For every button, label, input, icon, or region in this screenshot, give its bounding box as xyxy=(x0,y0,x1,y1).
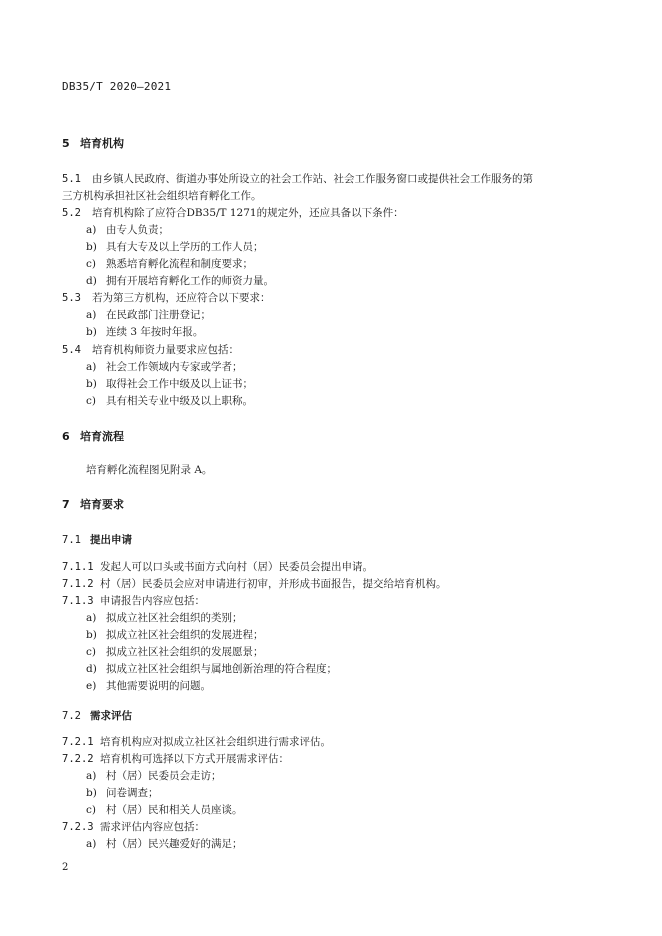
clause-number: 7.2.3 xyxy=(62,821,94,833)
clause-5-1 xyxy=(62,172,533,186)
clause-number: 5.4 xyxy=(62,344,81,356)
list-item: a) 在民政部门注册登记； xyxy=(86,309,211,321)
clause-number: 7.1.1 xyxy=(62,561,94,573)
clause-5-1-continuation: 三方机构承担社区社会组织培育孵化工作。 xyxy=(62,190,262,202)
clause-number: 5.3 xyxy=(62,292,81,304)
paragraph: 培育孵化流程图见附录 A。 xyxy=(86,464,213,476)
clause-number: 5.1 xyxy=(62,173,81,185)
clause-7-1-3 xyxy=(62,594,205,608)
list-item: c) 拟成立社区社会组织的发展愿景； xyxy=(86,646,264,658)
list-item: d) 拥有开展培育孵化工作的师资力量。 xyxy=(86,275,274,287)
list-item: a) 村（居）民兴趣爱好的满足； xyxy=(86,838,243,850)
clause-text: 培育机构除了应符合DB35/T 1271的规定外，还应具备以下条件： xyxy=(92,207,404,219)
clause-text: 培育机构可选择以下方式开展需求评估： xyxy=(100,753,289,765)
clause-text: 发起人可以口头或书面方式向村（居）民委员会提出申请。 xyxy=(100,561,373,573)
clause-number: 7.1.3 xyxy=(62,595,94,607)
list-item: b) 取得社会工作中级及以上证书； xyxy=(86,378,253,390)
section-number: 6 xyxy=(62,430,70,443)
list-item: a) 社会工作领域内专家或学者； xyxy=(86,361,243,373)
list-item: a) 拟成立社区社会组织的类别； xyxy=(86,612,243,624)
list-item: e) 其他需要说明的问题。 xyxy=(86,680,211,692)
list-item: b) 连续 3 年按时年报。 xyxy=(86,326,204,338)
clause-text: 培育机构应对拟成立社区社会组织进行需求评估。 xyxy=(100,736,331,748)
clause-text: 由乡镇人民政府、街道办事处所设立的社会工作站、社会工作服务窗口或提供社会工作服务的第 xyxy=(92,173,533,185)
clause-number: 7.2.1 xyxy=(62,736,94,748)
list-item: c) 熟悉培育孵化流程和制度要求； xyxy=(86,258,253,270)
list-item: b) 拟成立社区社会组织的发展进程； xyxy=(86,629,264,641)
clause-7-2-3 xyxy=(62,820,205,834)
document-id-header: DB35/T 2020—2021 xyxy=(62,80,172,93)
section-7-heading xyxy=(62,498,124,512)
clause-number: 7.1.2 xyxy=(62,578,94,590)
list-item: b) 问卷调查； xyxy=(86,787,159,799)
clause-5-2 xyxy=(62,206,404,220)
clause-number: 7.2.2 xyxy=(62,753,94,765)
subsection-number: 7.1 xyxy=(62,534,81,546)
clause-5-3 xyxy=(62,291,271,305)
list-item: b) 具有大专及以上学历的工作人员； xyxy=(86,241,264,253)
section-title: 培育流程 xyxy=(80,430,124,443)
section-title: 培育要求 xyxy=(80,498,124,511)
subsection-title: 提出申请 xyxy=(90,534,132,546)
list-item: c) 村（居）民和相关人员座谈。 xyxy=(86,804,243,816)
clause-7-1-2 xyxy=(62,577,447,591)
subsection-number: 7.2 xyxy=(62,710,81,722)
section-5-heading xyxy=(62,137,124,151)
subsection-7-1-heading xyxy=(62,533,132,547)
clause-text: 若为第三方机构，还应符合以下要求： xyxy=(92,292,271,304)
subsection-7-2-heading xyxy=(62,709,132,723)
clause-text: 申请报告内容应包括： xyxy=(100,595,205,607)
clause-5-4 xyxy=(62,343,239,357)
list-item: d) 拟成立社区社会组织与属地创新治理的符合程度； xyxy=(86,663,337,675)
list-item: a) 由专人负责； xyxy=(86,224,169,236)
clause-7-1-1 xyxy=(62,560,373,574)
section-6-heading xyxy=(62,430,124,444)
clause-text: 村（居）民委员会应对申请进行初审，并形成书面报告，提交给培育机构。 xyxy=(100,578,447,590)
clause-number: 5.2 xyxy=(62,207,81,219)
clause-text: 需求评估内容应包括： xyxy=(100,821,205,833)
page-number: 2 xyxy=(62,862,69,873)
section-number: 7 xyxy=(62,498,70,511)
section-number: 5 xyxy=(62,137,70,150)
section-title: 培育机构 xyxy=(80,137,124,150)
clause-7-2-2 xyxy=(62,752,289,766)
list-item: a) 村（居）民委员会走访； xyxy=(86,770,222,782)
subsection-title: 需求评估 xyxy=(90,710,132,722)
clause-text: 培育机构师资力量要求应包括： xyxy=(92,344,239,356)
clause-7-2-1 xyxy=(62,735,331,749)
list-item: c) 具有相关专业中级及以上职称。 xyxy=(86,395,253,407)
